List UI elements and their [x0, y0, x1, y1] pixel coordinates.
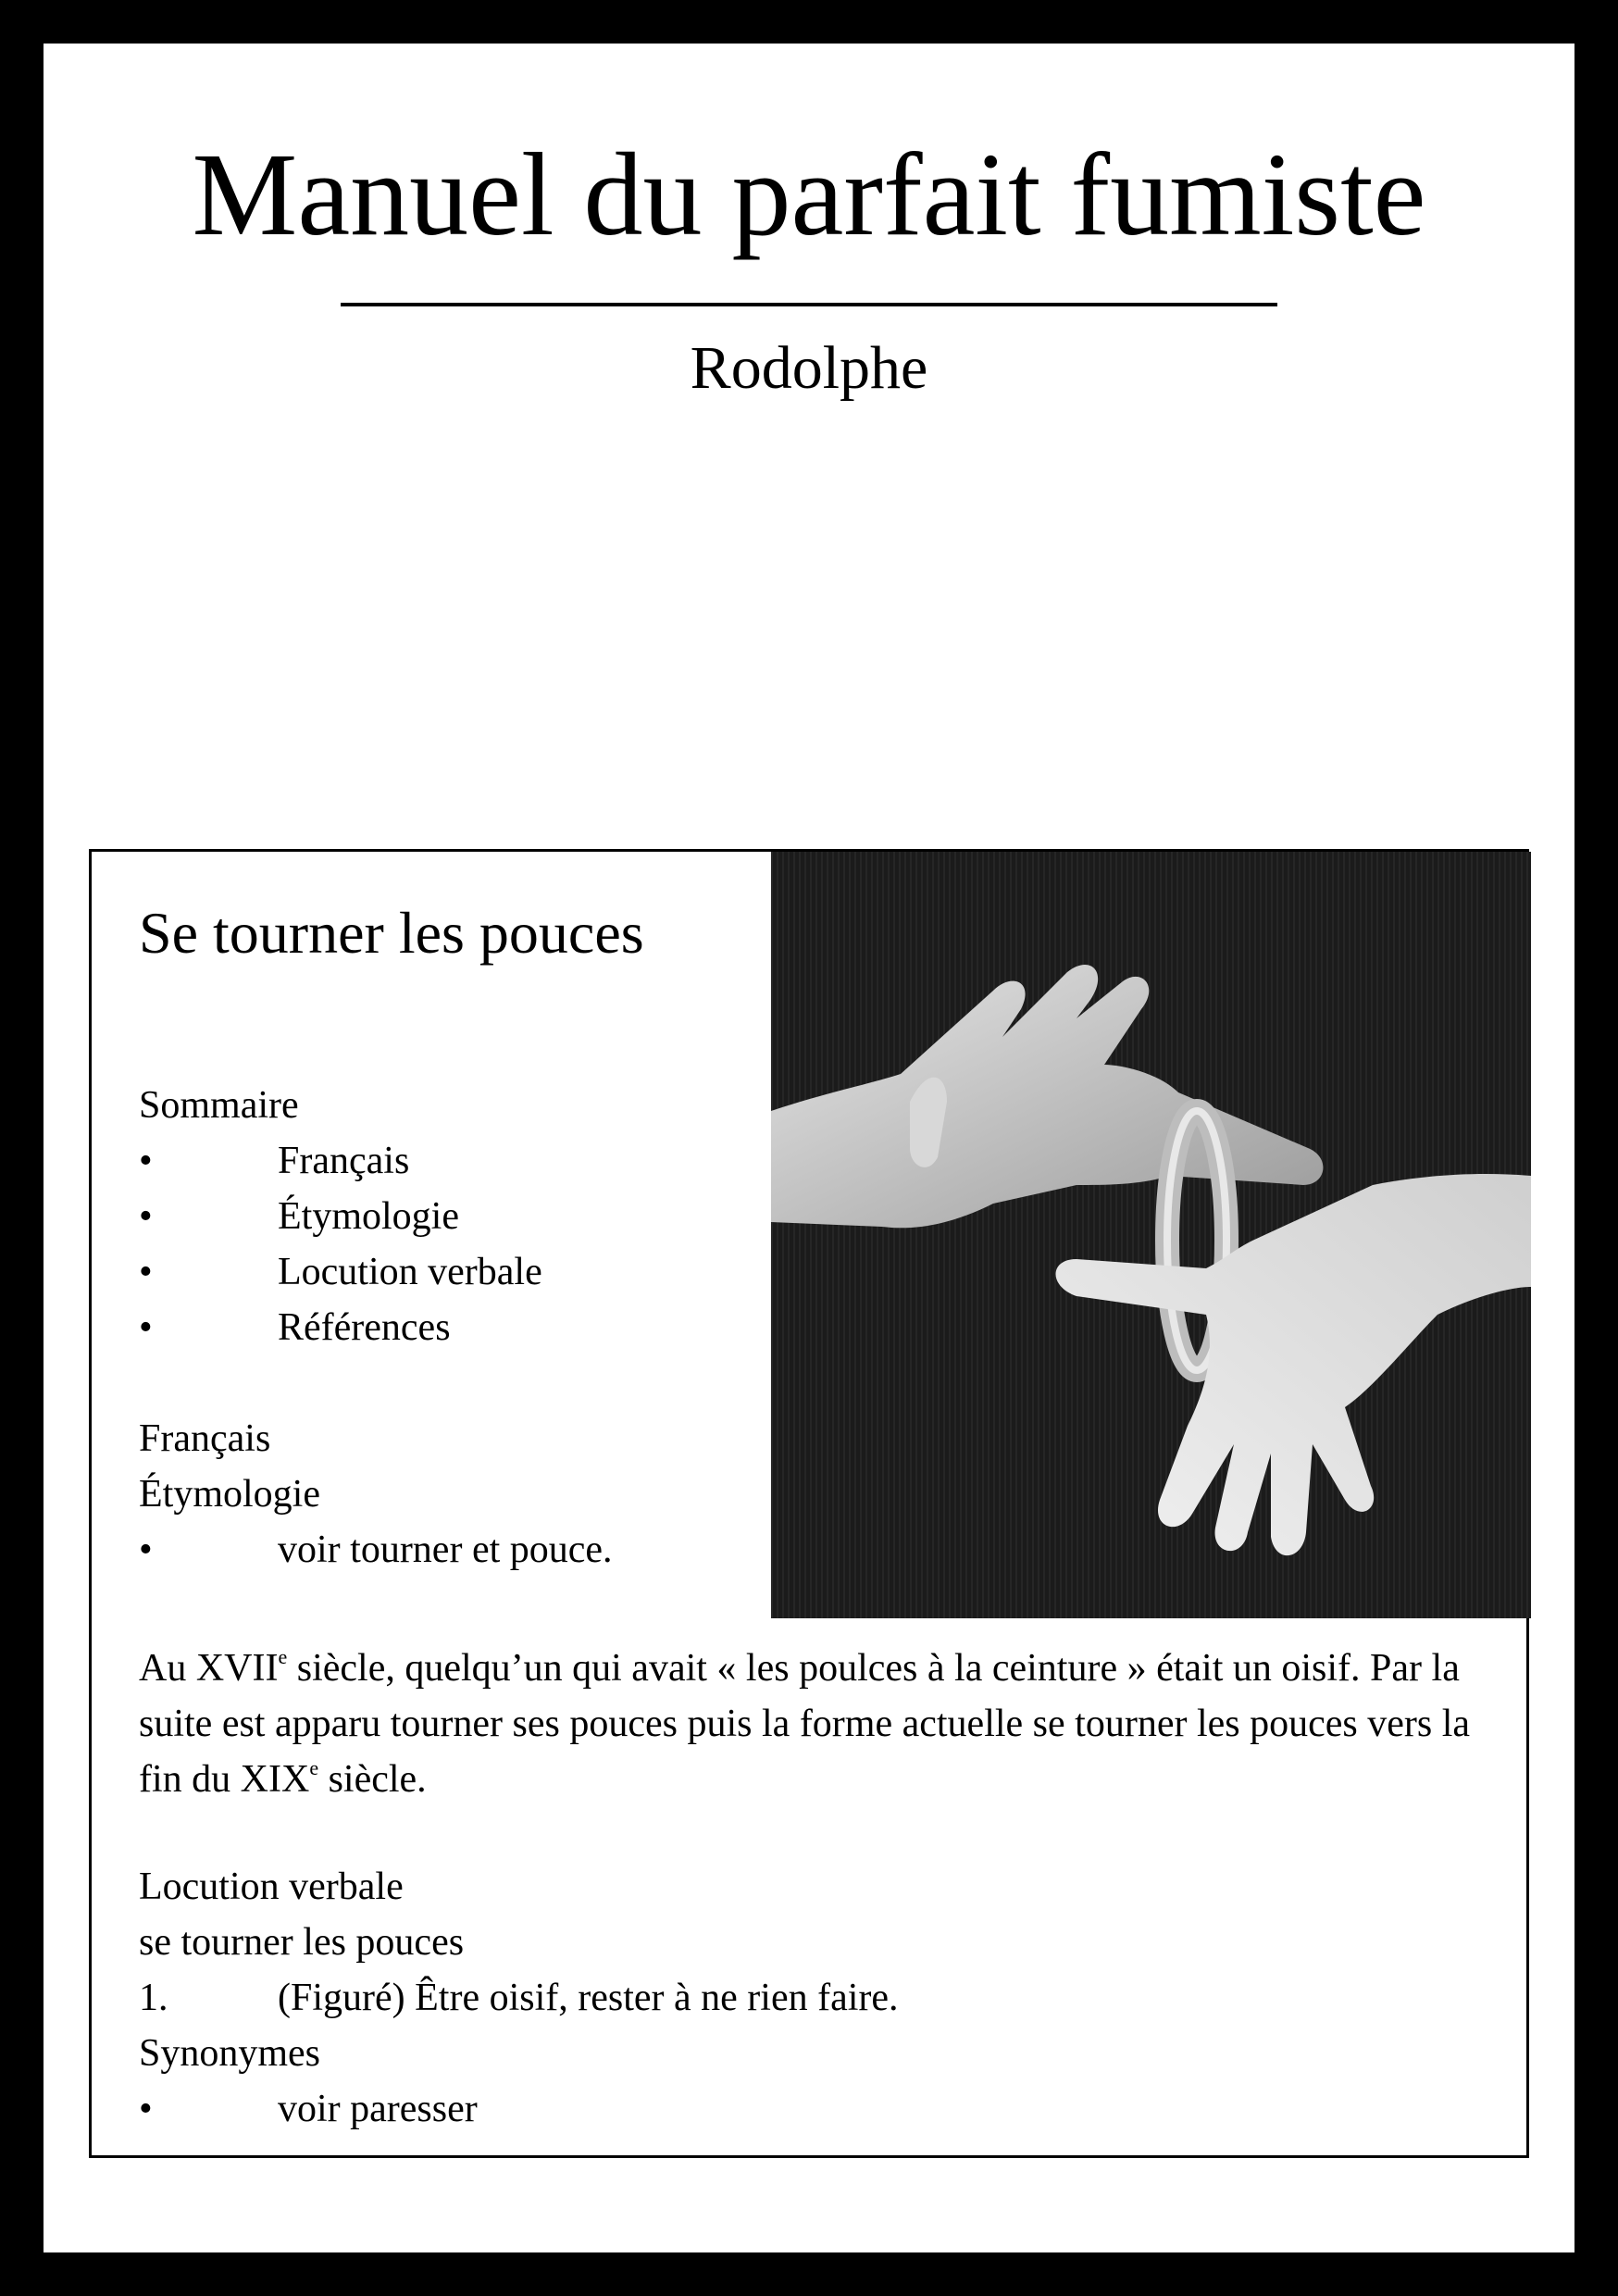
etymology-paragraph [139, 1641, 1490, 1807]
definition-number: 1. [139, 1977, 168, 2019]
paragraph-superscript: e [309, 1756, 319, 1779]
section-francais: Français [139, 1417, 271, 1460]
document-author: Rodolphe [690, 334, 928, 402]
summary-item-label[interactable]: Français [278, 1140, 410, 1182]
paragraph-part: Au XVII [139, 1647, 279, 1690]
definition-text: (Figuré) Être oisif, rester à ne rien faire. [278, 1977, 899, 2019]
etymology-text: voir tourner et pouce. [278, 1529, 613, 1571]
section-locution: Locution verbale [139, 1866, 404, 1908]
summary-item-label[interactable]: Étymologie [278, 1195, 459, 1238]
section-synonymes: Synonymes [139, 2032, 321, 2075]
entry-title: Se tourner les pouces [139, 900, 644, 966]
bullet-icon: • [139, 1306, 153, 1349]
summary-item-label[interactable]: Locution verbale [278, 1251, 542, 1293]
paragraph-part: siècle, quelqu’un qui avait « les poulces à la ceinture » était un oisif. Par la suite est apparu tourner ses pouces puis la forme actuelle se tourner les pouces vers la fin du XIX [139, 1647, 1471, 1801]
bullet-icon: • [139, 1529, 153, 1571]
hands-photo [771, 852, 1531, 1618]
hands-with-ring-photo-icon [771, 852, 1531, 1618]
paragraph-part: siècle. [318, 1758, 427, 1801]
document-title: Manuel du parfait fumiste [192, 129, 1426, 260]
paragraph-superscript: e [278, 1645, 288, 1668]
synonym-text: voir paresser [278, 2088, 478, 2130]
locution-text: se tourner les pouces [139, 1921, 465, 1964]
section-etymologie: Étymologie [139, 1473, 320, 1516]
summary-heading: Sommaire [139, 1084, 299, 1127]
bullet-icon: • [139, 1140, 153, 1182]
title-divider [341, 303, 1277, 306]
bullet-icon: • [139, 1195, 153, 1238]
summary-item-label[interactable]: Références [278, 1306, 451, 1349]
bullet-icon: • [139, 2088, 153, 2130]
bullet-icon: • [139, 1251, 153, 1293]
